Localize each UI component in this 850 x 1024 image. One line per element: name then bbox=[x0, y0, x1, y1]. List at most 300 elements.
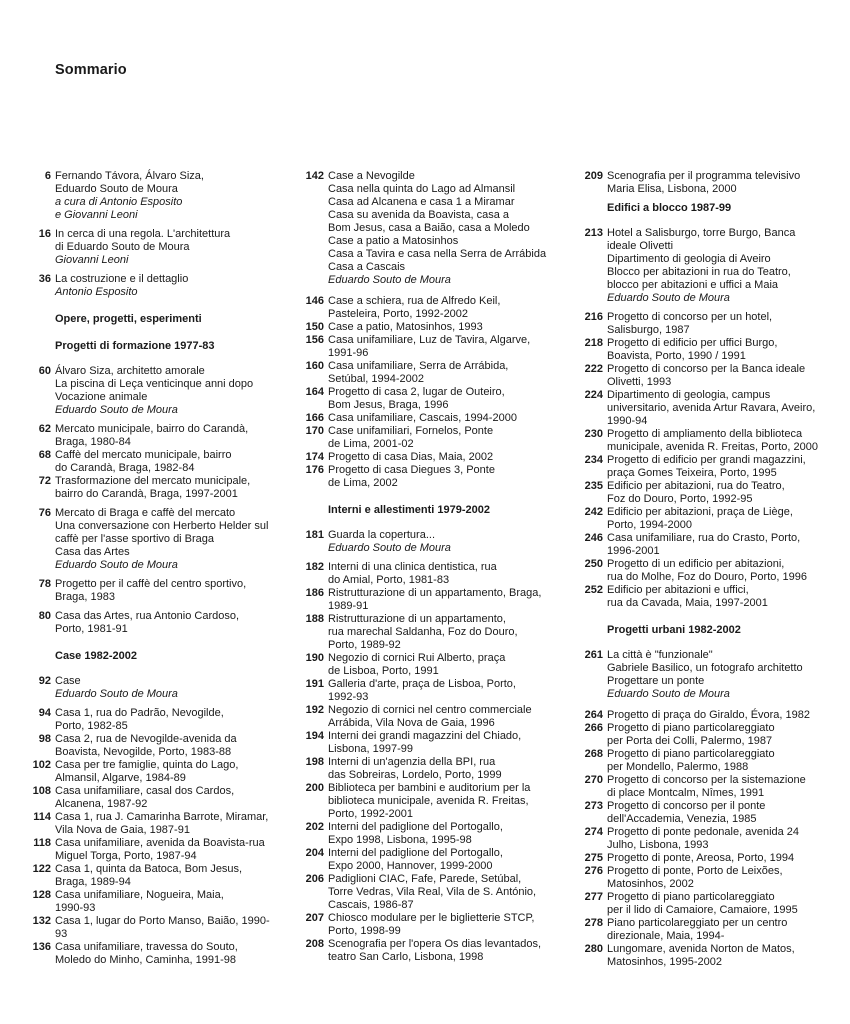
toc-entry bbox=[570, 865, 842, 891]
toc-entry bbox=[570, 454, 842, 480]
entry-line: rua marechal Saldanha, Foz do Douro, bbox=[328, 626, 518, 638]
toc-entry bbox=[570, 584, 842, 610]
entry-line: Vila Nova de Gaia, 1987-91 bbox=[55, 824, 190, 836]
entry-line: direzionale, Maia, 1994- bbox=[607, 930, 725, 942]
toc-entry bbox=[22, 273, 284, 299]
page-number: 224 bbox=[584, 389, 603, 401]
entry-line: Ristrutturazione di un appartamento, bbox=[328, 613, 506, 625]
entry-line: Casa unifamiliare, avenida da Boavista-rua bbox=[55, 837, 265, 849]
page-number: 277 bbox=[584, 891, 603, 903]
entry-line: Progetto di ampliamento della biblioteca bbox=[607, 428, 803, 440]
toc-entry bbox=[570, 943, 842, 969]
entry-line: 1990-93 bbox=[55, 902, 96, 914]
page-number: 176 bbox=[305, 464, 324, 476]
toc-entry bbox=[292, 360, 562, 386]
entry-line: Casa unifamiliare, casal dos Cardos, bbox=[55, 785, 235, 797]
entry-line: Braga, 1980-84 bbox=[55, 436, 131, 448]
entry-line: biblioteca municipale, avenida R. Freitas, bbox=[328, 795, 529, 807]
entry-line: Case unifamiliari, Fornelos, Ponte bbox=[328, 425, 494, 437]
toc-entry bbox=[570, 852, 842, 865]
entry-line: Torre Vedras, Vila Real, Vila de S. António, bbox=[328, 886, 537, 898]
entry-line: Casa 1, lugar do Porto Manso, Baião, 1990- bbox=[55, 915, 270, 927]
page-number: 182 bbox=[305, 561, 324, 573]
toc-entry bbox=[22, 811, 284, 837]
page-number: 204 bbox=[305, 847, 324, 859]
entry-line: de Lima, 2002 bbox=[328, 477, 398, 489]
page-number: 268 bbox=[584, 748, 603, 760]
entry-line: Eduardo Souto de Moura bbox=[55, 183, 178, 195]
entry-line: Case a schiera, rua de Alfredo Keil, bbox=[328, 295, 501, 307]
entry-line: Case a Nevogilde bbox=[328, 170, 415, 182]
toc-column-2 bbox=[292, 170, 562, 964]
entry-line: Casa unifamiliare, rua do Crasto, Porto, bbox=[607, 532, 801, 544]
entry-author: Eduardo Souto de Moura bbox=[55, 559, 178, 571]
page-number: 128 bbox=[32, 889, 51, 901]
entry-line: Casa unifamiliare, Luz de Tavira, Algarve, bbox=[328, 334, 531, 346]
toc-entry bbox=[22, 733, 284, 759]
entry-line: Casa su avenida da Boavista, casa a bbox=[328, 209, 510, 221]
entry-line: Progettare un ponte bbox=[607, 675, 705, 687]
entry-author: Eduardo Souto de Moura bbox=[607, 292, 730, 304]
entry-line: Ristrutturazione di un appartamento, Braga, bbox=[328, 587, 542, 599]
entry-line: Casa a Cascais bbox=[328, 261, 406, 273]
toc-entry bbox=[22, 365, 284, 417]
entry-line: Progetto di concorso per il ponte bbox=[607, 800, 766, 812]
entry-line: Progetto di ponte, Porto de Leixões, bbox=[607, 865, 783, 877]
entry-line: Mercato municipale, bairro do Carandà, bbox=[55, 423, 249, 435]
toc-entry bbox=[292, 730, 562, 756]
page-number: 194 bbox=[305, 730, 324, 742]
entry-line: caffè per l'asse sportivo di Braga bbox=[55, 533, 215, 545]
toc-entry bbox=[570, 709, 842, 722]
entry-line: Interni di un'agenzia della BPI, rua bbox=[328, 756, 496, 768]
entry-line: Miguel Torga, Porto, 1987-94 bbox=[55, 850, 197, 862]
entry-line: Casa 1, rua do Padrão, Nevogilde, bbox=[55, 707, 224, 719]
entry-line: Hotel a Salisburgo, torre Burgo, Banca bbox=[607, 227, 796, 239]
entry-line: Boavista, Porto, 1990 / 1991 bbox=[607, 350, 746, 362]
entry-line: Casa 2, rua de Nevogilde-avenida da bbox=[55, 733, 237, 745]
entry-line: Progetto di casa Diegues 3, Ponte bbox=[328, 464, 495, 476]
entry-line: Interni del padiglione del Portogallo, bbox=[328, 847, 503, 859]
entry-line: Case a patio, Matosinhos, 1993 bbox=[328, 321, 483, 333]
page-number: 160 bbox=[305, 360, 324, 372]
entry-line: Casa 1, rua J. Camarinha Barrote, Miramar, bbox=[55, 811, 269, 823]
toc-entry bbox=[570, 428, 842, 454]
page-number: 200 bbox=[305, 782, 324, 794]
toc-entry bbox=[292, 451, 562, 464]
page-number: 118 bbox=[33, 837, 51, 849]
toc-entry bbox=[570, 311, 842, 337]
entry-line: Galleria d'arte, praça de Lisboa, Porto, bbox=[328, 678, 516, 690]
entry-line: Olivetti, 1993 bbox=[607, 376, 672, 388]
entry-line: Moledo do Minho, Caminha, 1991-98 bbox=[55, 954, 237, 966]
page-number: 252 bbox=[584, 584, 603, 596]
entry-line: Dipartimento di geologia, campus bbox=[607, 389, 771, 401]
page-number: 273 bbox=[584, 800, 603, 812]
page-number: 181 bbox=[305, 529, 324, 541]
entry-line: Progetto per il caffè del centro sportivo, bbox=[55, 578, 247, 590]
section-heading: Interni e allestimenti 1979-2002 bbox=[328, 504, 491, 516]
entry-line: Progetto di casa Dias, Maia, 2002 bbox=[328, 451, 494, 463]
entry-line: Setúbal, 1994-2002 bbox=[328, 373, 425, 385]
entry-line: Cascais, 1986-87 bbox=[328, 899, 414, 911]
entry-line: Chiosco modulare per le biglietterie STCP, bbox=[328, 912, 535, 924]
entry-line: de Lima, 2001-02 bbox=[328, 438, 414, 450]
page-number: 242 bbox=[584, 506, 603, 518]
entry-line: Gabriele Basilico, un fotografo architetto bbox=[607, 662, 803, 674]
entry-author: Giovanni Leoni bbox=[55, 254, 129, 266]
page-number: 208 bbox=[305, 938, 324, 950]
entry-line: Pasteleira, Porto, 1992-2002 bbox=[328, 308, 469, 320]
page-number: 186 bbox=[305, 587, 324, 599]
toc-entry bbox=[292, 613, 562, 652]
entry-line: Progetto di praça do Giraldo, Évora, 1982 bbox=[607, 709, 811, 721]
page-number: 246 bbox=[584, 532, 603, 544]
entry-line: Negozio di cornici nel centro commerciale bbox=[328, 704, 532, 716]
page-number: 206 bbox=[305, 873, 324, 885]
toc-entry bbox=[570, 774, 842, 800]
toc-entry bbox=[292, 295, 562, 321]
entry-author: e Giovanni Leoni bbox=[55, 209, 138, 221]
entry-line: Braga, 1989-94 bbox=[55, 876, 131, 888]
page-number: 190 bbox=[305, 652, 324, 664]
entry-line: Maria Elisa, Lisbona, 2000 bbox=[607, 183, 737, 195]
page-number: 102 bbox=[32, 759, 51, 771]
page-number: 274 bbox=[584, 826, 603, 838]
entry-line: Progetto di ponte, Areosa, Porto, 1994 bbox=[607, 852, 795, 864]
entry-line: Expo 1998, Lisbona, 1995-98 bbox=[328, 834, 472, 846]
entry-line: Progetto di piano particolareggiato bbox=[607, 748, 775, 760]
page-number: 250 bbox=[584, 558, 603, 570]
page-number: 60 bbox=[38, 365, 51, 377]
entry-line: Lisbona, 1997-99 bbox=[328, 743, 414, 755]
toc-entry bbox=[570, 891, 842, 917]
entry-line: Matosinhos, 1995-2002 bbox=[607, 956, 722, 968]
toc-entry bbox=[292, 170, 562, 287]
entry-line: Alcanena, 1987-92 bbox=[55, 798, 148, 810]
page-number: 235 bbox=[584, 480, 603, 492]
entry-line: Progetto di concorso per un hotel, bbox=[607, 311, 773, 323]
page-number: 122 bbox=[32, 863, 51, 875]
section-heading: Opere, progetti, esperimenti bbox=[55, 313, 202, 325]
entry-line: Casa ad Alcanena e casa 1 a Miramar bbox=[328, 196, 515, 208]
entry-line: do Carandà, Braga, 1982-84 bbox=[55, 462, 195, 474]
entry-author: Eduardo Souto de Moura bbox=[55, 404, 178, 416]
page-number: 222 bbox=[584, 363, 603, 375]
entry-line: per il lido di Camaiore, Camaiore, 1995 bbox=[607, 904, 798, 916]
page-number: 192 bbox=[305, 704, 324, 716]
toc-entry bbox=[22, 941, 284, 967]
toc-entry bbox=[570, 170, 842, 196]
entry-line: rua do Molhe, Foz do Douro, Porto, 1996 bbox=[607, 571, 807, 583]
page-number: 94 bbox=[38, 707, 51, 719]
section-heading: Case 1982-2002 bbox=[55, 650, 137, 662]
toc-entry bbox=[292, 873, 562, 912]
entry-line: Scenografia per il programma televisivo bbox=[607, 170, 801, 182]
entry-line: Piano particolareggiato per un centro bbox=[607, 917, 788, 929]
entry-line: Bom Jesus, casa a Baião, casa a Moledo bbox=[328, 222, 530, 234]
entry-line: Casa unifamiliare, Serra de Arrábida, bbox=[328, 360, 509, 372]
entry-line: La costruzione e il dettaglio bbox=[55, 273, 189, 285]
page-number: 6 bbox=[44, 170, 51, 182]
entry-line: Porto, 1992-2001 bbox=[328, 808, 414, 820]
entry-line: Progetto di concorso per la sistemazione bbox=[607, 774, 806, 786]
entry-line: Braga, 1983 bbox=[55, 591, 115, 603]
toc-entry bbox=[292, 529, 562, 555]
page-title: Sommario bbox=[55, 62, 127, 78]
entry-line: Progetto di edificio per grandi magazzini, bbox=[607, 454, 806, 466]
entry-line: 93 bbox=[55, 928, 68, 940]
page-number: 108 bbox=[32, 785, 51, 797]
toc-entry bbox=[292, 678, 562, 704]
page-number: 280 bbox=[584, 943, 603, 955]
page-number: 234 bbox=[584, 454, 603, 466]
entry-line: de Lisboa, Porto, 1991 bbox=[328, 665, 439, 677]
entry-line: Porto, 1989-92 bbox=[328, 639, 401, 651]
entry-line: Casa 1, quinta da Batoca, Bom Jesus, bbox=[55, 863, 243, 875]
toc-entry bbox=[292, 782, 562, 821]
entry-line: Bom Jesus, Braga, 1996 bbox=[328, 399, 449, 411]
toc-entry bbox=[570, 748, 842, 774]
toc-entry bbox=[22, 863, 284, 889]
entry-line: Casa a Tavira e casa nella Serra de Arrábida bbox=[328, 248, 547, 260]
entry-line: Casa unifamiliare, travessa do Souto, bbox=[55, 941, 238, 953]
section-heading: Progetti di formazione 1977-83 bbox=[55, 340, 215, 352]
toc-entry bbox=[570, 917, 842, 943]
entry-line: Interni dei grandi magazzini del Chiado, bbox=[328, 730, 522, 742]
toc-entry bbox=[22, 785, 284, 811]
page-number: 76 bbox=[38, 507, 51, 519]
entry-line: Progetto di ponte pedonale, avenida 24 bbox=[607, 826, 800, 838]
page-number: 275 bbox=[584, 852, 603, 864]
toc-entry bbox=[570, 480, 842, 506]
entry-author: Antonio Esposito bbox=[55, 286, 138, 298]
toc-entry bbox=[22, 507, 284, 572]
entry-line: Edificio per abitazioni e uffici, bbox=[607, 584, 749, 596]
toc-entry bbox=[292, 847, 562, 873]
entry-line: Lungomare, avenida Norton de Matos, bbox=[607, 943, 795, 955]
entry-line: Biblioteca per bambini e auditorium per la bbox=[328, 782, 531, 794]
entry-line: Boavista, Nevogilde, Porto, 1983-88 bbox=[55, 746, 232, 758]
toc-entry bbox=[292, 938, 562, 964]
entry-line: Guarda la copertura... bbox=[328, 529, 436, 541]
entry-author: Eduardo Souto de Moura bbox=[328, 274, 451, 286]
entry-line: Edificio per abitazioni, rua do Teatro, bbox=[607, 480, 785, 492]
toc-entry bbox=[570, 532, 842, 558]
toc-entry bbox=[22, 915, 284, 941]
entry-line: Julho, Lisbona, 1993 bbox=[607, 839, 709, 851]
toc-entry bbox=[570, 337, 842, 363]
page-number: 142 bbox=[305, 170, 324, 182]
entry-line: per Mondello, Palermo, 1988 bbox=[607, 761, 749, 773]
toc-column-1 bbox=[22, 170, 284, 967]
entry-line: rua da Cavada, Maia, 1997-2001 bbox=[607, 597, 768, 609]
entry-line: Almansil, Algarve, 1984-89 bbox=[55, 772, 186, 784]
page-number: 72 bbox=[38, 475, 51, 487]
toc-entry bbox=[570, 722, 842, 748]
entry-author: a cura di Antonio Esposito bbox=[55, 196, 183, 208]
entry-line: Edificio per abitazioni, praça de Liège, bbox=[607, 506, 793, 518]
entry-line: 1989-91 bbox=[328, 600, 369, 612]
entry-line: Arrábida, Vila Nova de Gaia, 1996 bbox=[328, 717, 495, 729]
toc-entry bbox=[292, 821, 562, 847]
page-number: 276 bbox=[584, 865, 603, 877]
entry-line: 1996-2001 bbox=[607, 545, 660, 557]
page-number: 80 bbox=[38, 610, 51, 622]
page-number: 207 bbox=[305, 912, 324, 924]
entry-line: di Eduardo Souto de Moura bbox=[55, 241, 190, 253]
toc-entry bbox=[292, 652, 562, 678]
entry-line: Casa unifamiliare, Nogueira, Maia, bbox=[55, 889, 224, 901]
toc-entry bbox=[22, 170, 284, 222]
toc-entry bbox=[570, 506, 842, 532]
entry-line: Progetto di casa 2, lugar de Outeiro, bbox=[328, 386, 505, 398]
entry-line: Interni del padiglione del Portogallo, bbox=[328, 821, 503, 833]
entry-line: Progetto di piano particolareggiato bbox=[607, 891, 775, 903]
toc-entry bbox=[22, 423, 284, 449]
entry-line: Negozio di cornici Rui Alberto, praça bbox=[328, 652, 506, 664]
entry-line: La piscina di Leça venticinque anni dopo bbox=[55, 378, 254, 390]
toc-entry bbox=[22, 610, 284, 636]
page-number: 170 bbox=[305, 425, 324, 437]
entry-line: La città è "funzionale" bbox=[607, 649, 713, 661]
entry-line: ideale Olivetti bbox=[607, 240, 674, 252]
entry-line: do Amial, Porto, 1981-83 bbox=[328, 574, 450, 586]
toc-entry bbox=[570, 826, 842, 852]
toc-entry bbox=[292, 704, 562, 730]
page-number: 62 bbox=[38, 423, 51, 435]
toc-entry bbox=[22, 889, 284, 915]
page-number: 218 bbox=[584, 337, 603, 349]
toc-entry bbox=[22, 228, 284, 267]
page-number: 156 bbox=[305, 334, 324, 346]
page-number: 264 bbox=[584, 709, 603, 721]
page-number: 266 bbox=[584, 722, 603, 734]
page-number: 278 bbox=[584, 917, 603, 929]
entry-line: Case bbox=[55, 675, 81, 687]
page-number: 213 bbox=[584, 227, 603, 239]
page-number: 36 bbox=[38, 273, 51, 285]
page-number: 78 bbox=[38, 578, 51, 590]
page-number: 98 bbox=[38, 733, 51, 745]
page-number: 114 bbox=[33, 811, 51, 823]
toc-column-3 bbox=[570, 170, 842, 969]
page-number: 191 bbox=[305, 678, 324, 690]
entry-line: Expo 2000, Hannover, 1999-2000 bbox=[328, 860, 493, 872]
toc-entry bbox=[22, 759, 284, 785]
entry-line: per Porta dei Colli, Palermo, 1987 bbox=[607, 735, 773, 747]
entry-line: In cerca di una regola. L'architettura bbox=[55, 228, 231, 240]
section-heading: Edifici a blocco 1987-99 bbox=[607, 202, 732, 214]
page-number: 132 bbox=[32, 915, 51, 927]
page-number: 164 bbox=[305, 386, 324, 398]
entry-line: Progetto di concorso per la Banca ideale bbox=[607, 363, 806, 375]
page-number: 270 bbox=[584, 774, 603, 786]
toc-entry bbox=[292, 425, 562, 451]
entry-line: Dipartimento di geologia di Aveiro bbox=[607, 253, 771, 265]
entry-line: Una conversazione con Herberto Helder sul bbox=[55, 520, 269, 532]
toc-entry bbox=[570, 363, 842, 389]
page-number: 209 bbox=[584, 170, 603, 182]
toc-entry bbox=[570, 800, 842, 826]
page-number: 202 bbox=[305, 821, 324, 833]
entry-line: Progetto di piano particolareggiato bbox=[607, 722, 775, 734]
entry-line: Progetto di un edificio per abitazioni, bbox=[607, 558, 785, 570]
entry-line: municipale, avenida R. Freitas, Porto, 2000 bbox=[607, 441, 818, 453]
entry-author: Eduardo Souto de Moura bbox=[328, 542, 451, 554]
entry-line: praça Gomes Teixeira, Porto, 1995 bbox=[607, 467, 777, 479]
toc-entry bbox=[292, 334, 562, 360]
page-number: 216 bbox=[584, 311, 603, 323]
toc-entry bbox=[570, 227, 842, 305]
toc-entry bbox=[292, 386, 562, 412]
entry-line: Porto, 1981-91 bbox=[55, 623, 128, 635]
entry-line: Fernando Távora, Álvaro Siza, bbox=[55, 170, 204, 182]
entry-line: das Sobreiras, Lordelo, Porto, 1999 bbox=[328, 769, 502, 781]
entry-line: Matosinhos, 2002 bbox=[607, 878, 694, 890]
entry-line: blocco per abitazioni e uffici a Maia bbox=[607, 279, 779, 291]
toc-entry bbox=[570, 389, 842, 428]
entry-line: 1990-94 bbox=[607, 415, 648, 427]
entry-line: 1992-93 bbox=[328, 691, 369, 703]
entry-author: Eduardo Souto de Moura bbox=[55, 688, 178, 700]
page-number: 188 bbox=[305, 613, 324, 625]
entry-line: Foz do Douro, Porto, 1992-95 bbox=[607, 493, 753, 505]
entry-line: Porto, 1982-85 bbox=[55, 720, 128, 732]
toc-entry bbox=[22, 837, 284, 863]
toc-entry bbox=[292, 912, 562, 938]
entry-line: di place Montcalm, Nîmes, 1991 bbox=[607, 787, 765, 799]
toc-entry bbox=[570, 649, 842, 701]
toc-entry bbox=[22, 675, 284, 701]
entry-line: Porto, 1994-2000 bbox=[607, 519, 693, 531]
toc-entry bbox=[292, 756, 562, 782]
page-number: 92 bbox=[38, 675, 51, 687]
toc-entry bbox=[570, 558, 842, 584]
entry-line: Progetto di edificio per uffici Burgo, bbox=[607, 337, 778, 349]
toc-entry bbox=[22, 475, 284, 501]
entry-line: Casa das Artes, rua Antonio Cardoso, bbox=[55, 610, 240, 622]
toc-entry bbox=[22, 707, 284, 733]
toc-entry bbox=[22, 578, 284, 604]
entry-line: teatro San Carlo, Lisbona, 1998 bbox=[328, 951, 484, 963]
toc-entry bbox=[292, 464, 562, 490]
entry-line: Casa nella quinta do Lago ad Almansil bbox=[328, 183, 516, 195]
entry-line: Padiglioni CIAC, Fafe, Parede, Setúbal, bbox=[328, 873, 522, 885]
page-number: 174 bbox=[305, 451, 324, 463]
entry-line: Vocazione animale bbox=[55, 391, 148, 403]
entry-line: Interni di una clinica dentistica, rua bbox=[328, 561, 497, 573]
page-number: 136 bbox=[32, 941, 51, 953]
toc-entry bbox=[292, 321, 562, 334]
entry-line: Caffè del mercato municipale, bairro bbox=[55, 449, 232, 461]
entry-line: Álvaro Siza, architetto amorale bbox=[55, 365, 205, 377]
page-number: 68 bbox=[38, 449, 51, 461]
page-number: 16 bbox=[38, 228, 51, 240]
toc-entry bbox=[292, 561, 562, 587]
entry-line: Casa unifamiliare, Cascais, 1994-2000 bbox=[328, 412, 517, 424]
page-number: 198 bbox=[305, 756, 324, 768]
entry-line: Trasformazione del mercato municipale, bbox=[55, 475, 251, 487]
entry-line: universitario, avenida Artur Ravara, Aveiro, bbox=[607, 402, 816, 414]
entry-line: Mercato di Braga e caffè del mercato bbox=[55, 507, 236, 519]
toc-entry bbox=[292, 412, 562, 425]
entry-line: Scenografia per l'opera Os dias levantados, bbox=[328, 938, 542, 950]
toc-entry bbox=[22, 449, 284, 475]
entry-author: Eduardo Souto de Moura bbox=[607, 688, 730, 700]
page-number: 146 bbox=[305, 295, 324, 307]
entry-line: Case a patio a Matosinhos bbox=[328, 235, 459, 247]
